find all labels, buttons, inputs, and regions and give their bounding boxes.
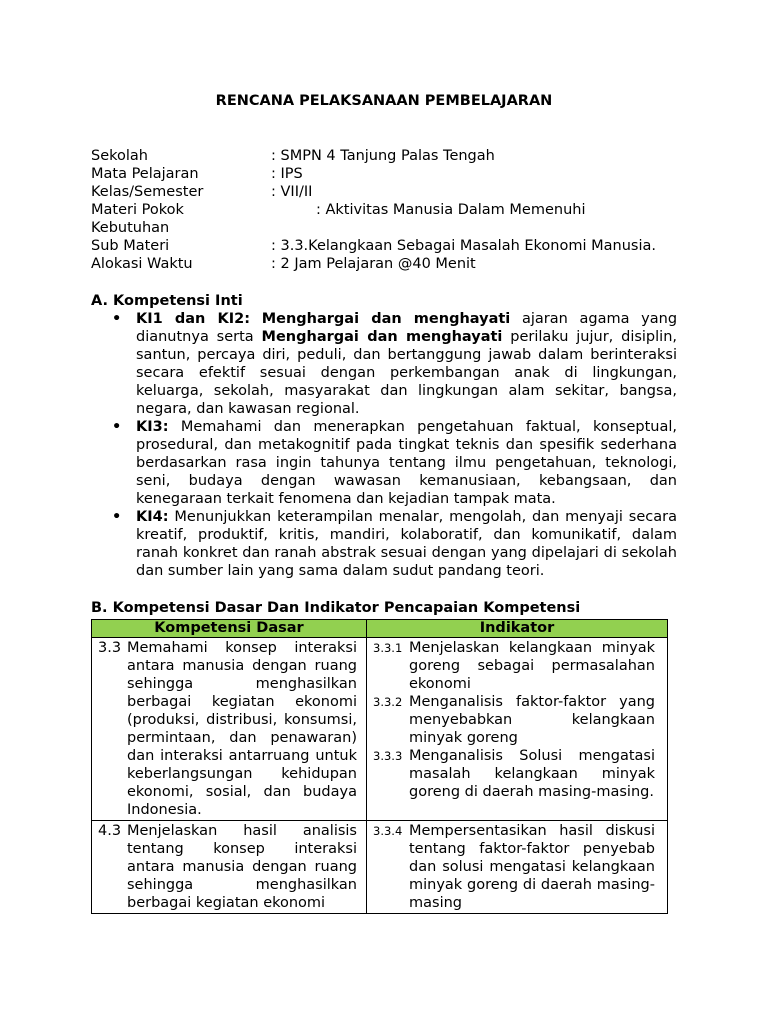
indicator-item — [367, 747, 667, 801]
kd-number: 3.3 — [98, 640, 122, 656]
indicator-text: Mempersentasikan hasil diskusi tentang faktor-faktor penyebab dan solusi mengatasi kelangkaan minyak goreng di daerah masing-masing — [409, 823, 655, 911]
identity-row-sekolah — [91, 147, 691, 165]
kompetensi-inti-list — [112, 310, 678, 580]
identity-row-kebutuhan — [91, 219, 691, 237]
ki-item-ki1-ki2 — [112, 310, 678, 418]
identity-value: : 3.3.Kelangkaan Sebagai Masalah Ekonomi Manusia. — [271, 238, 656, 254]
indicator-number: 3.3.2 — [373, 695, 403, 709]
identity-label: Kebutuhan — [91, 220, 170, 236]
identity-row-mata-pelajaran — [91, 165, 691, 183]
identity-value: : Aktivitas Manusia Dalam Memenuhi — [316, 202, 586, 218]
identity-label: Mata Pelajaran — [91, 166, 199, 182]
identity-value: : VII/II — [271, 184, 313, 200]
identity-label: Materi Pokok — [91, 202, 184, 218]
indicator-cell — [367, 821, 668, 914]
indicator-item — [367, 639, 667, 693]
identity-label: Sekolah — [91, 148, 148, 164]
bullet-icon: • — [112, 509, 122, 525]
ki-text: Memahami dan menerapkan pengetahuan faktual, konseptual, prosedural, dan metakognitif pada tingkat teknis dan spesifik sederhana berdasarkan rasa ingin tahunya tentang ilmu pengetahuan, teknologi, seni, budaya dengan wawasan kemanusiaan, kebangsaan, dan kenegaraan terkait fenomena dan kejadian tampak mata. — [136, 419, 677, 507]
ki-lead: KI1 dan KI2: — [136, 311, 250, 327]
table-row — [92, 821, 668, 914]
indicator-item — [367, 693, 667, 747]
table-header-row — [92, 620, 668, 638]
ki-text: Menunjukkan keterampilan menalar, mengolah, dan menyaji secara kreatif, produktif, kritis, mandiri, kolaboratif, dan komunikatif, dalam ranah konkret dan ranah abstrak sesuai dengan yang dipelajari di sekolah dan sumber lain yang sama dalam sudut pandang teori. — [136, 509, 677, 579]
identity-row-kelas-semester — [91, 183, 691, 201]
identity-row-alokasi-waktu — [91, 255, 691, 273]
indicator-number: 3.3.1 — [373, 641, 403, 655]
ki-item-ki3 — [112, 418, 677, 508]
indicator-text: Menganalisis faktor-faktor yang menyebabkan kelangkaan minyak goreng — [409, 694, 655, 746]
ki-emphasis: Menghargai dan menghayati — [261, 311, 511, 327]
ki-lead: KI4: — [136, 509, 169, 525]
bullet-icon: • — [112, 311, 122, 327]
section-b-heading: B. Kompetensi Dasar Dan Indikator Pencapaian Kompetensi — [91, 600, 581, 616]
identity-value: : SMPN 4 Tanjung Palas Tengah — [271, 148, 495, 164]
kd-cell — [92, 638, 367, 821]
indicator-number: 3.3.3 — [373, 749, 403, 763]
section-a-heading: A. Kompetensi Inti — [91, 293, 243, 309]
indicator-number: 3.3.4 — [373, 824, 403, 838]
identity-row-sub-materi — [91, 237, 691, 255]
document-title: RENCANA PELAKSANAAN PEMBELAJARAN — [215, 93, 553, 109]
table-row — [92, 638, 668, 821]
ki-text: perilaku jujur, disiplin, santun, percaya diri, peduli, dan bertanggung jawab dalam berinteraksi secara efektif sesuai dengan perkembangan anak di lingkungan, keluarga, sekolah, masyarakat dan lingkungan alam sekitar, bangsa, negara, dan kawasan regional. — [136, 329, 677, 417]
kd-indikator-table — [91, 619, 668, 914]
column-header-kompetensi-dasar: Kompetensi Dasar — [92, 620, 367, 638]
identity-block — [91, 147, 691, 273]
kd-item — [92, 822, 366, 912]
ki-emphasis: Menghargai dan menghayati — [261, 329, 503, 345]
kd-number: 4.3 — [98, 823, 122, 839]
bullet-icon: • — [112, 419, 122, 435]
kd-item — [92, 639, 366, 819]
ki-item-ki4 — [112, 508, 677, 580]
indicator-text: Menganalisis Solusi mengatasi masalah kelangkaan minyak goreng di daerah masing-masing. — [409, 748, 655, 800]
kd-text: Memahami konsep interaksi antara manusia dengan ruang sehingga menghasilkan berbagai kegiatan ekonomi (produksi, distribusi, konsumsi, permintaan, dan penawaran) dan interaksi antarruang untuk keberlangsungan kehidupan ekonomi, sosial, dan budaya Indonesia. — [127, 640, 357, 818]
ki-lead: KI3: — [136, 419, 169, 435]
identity-label: Kelas/Semester — [91, 184, 204, 200]
identity-row-materi-pokok — [91, 201, 691, 219]
ki-text: ajaran agama yang dianutnya serta — [136, 311, 678, 345]
identity-value: : IPS — [271, 166, 303, 182]
column-header-indikator: Indikator — [367, 620, 668, 638]
indicator-cell — [367, 638, 668, 821]
indicator-text: Menjelaskan kelangkaan minyak goreng sebagai permasalahan ekonomi — [409, 640, 655, 692]
identity-value: : 2 Jam Pelajaran @40 Menit — [271, 256, 476, 272]
kd-text: Menjelaskan hasil analisis tentang konsep interaksi antara manusia dengan ruang sehingga menghasilkan berbagai kegiatan ekonomi — [127, 823, 357, 911]
indicator-item — [367, 822, 667, 912]
kd-cell — [92, 821, 367, 914]
identity-label: Alokasi Waktu — [91, 256, 193, 272]
identity-label: Sub Materi — [91, 238, 170, 254]
